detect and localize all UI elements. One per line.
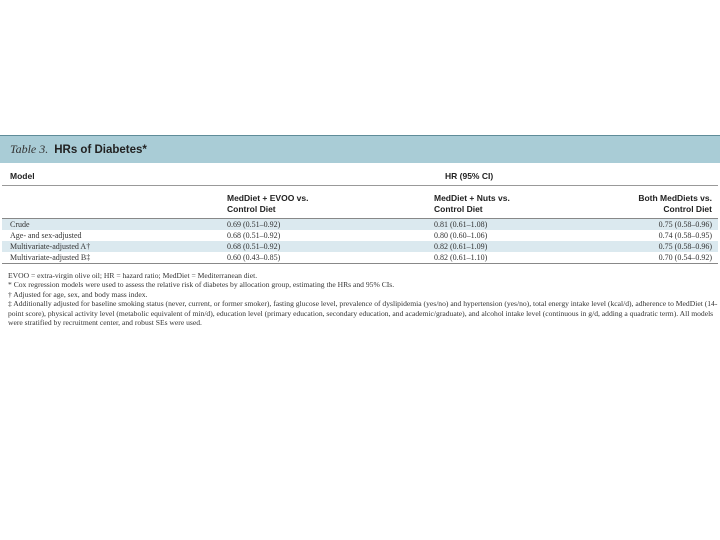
row-value-evoo: 0.60 (0.43–0.85) [227, 253, 281, 262]
column-header-both [638, 193, 712, 215]
table-title: HRs of Diabetes* [54, 143, 147, 156]
table-title-bar [0, 135, 720, 163]
row-value-evoo: 0.69 (0.51–0.92) [227, 220, 281, 229]
table-row [2, 252, 718, 263]
footnote-abbreviations: EVOO = extra-virgin olive oil; HR = hazard ratio; MedDiet = Mediterranean diet. [8, 271, 258, 280]
row-value-evoo: 0.68 (0.51–0.92) [227, 231, 281, 240]
table-row [2, 230, 718, 241]
row-value-both: 0.74 (0.58–0.95) [658, 231, 712, 240]
table-row [2, 241, 718, 252]
column-header-line: Control Diet [434, 204, 483, 214]
row-model: Crude [10, 220, 30, 229]
row-value-nuts: 0.82 (0.61–1.09) [434, 242, 488, 251]
row-value-both: 0.75 (0.58–0.96) [658, 220, 712, 229]
row-model: Multivariate-adjusted B‡ [10, 253, 91, 262]
column-header-line: MedDiet + Nuts vs. [434, 193, 510, 203]
row-value-both: 0.70 (0.54–0.92) [658, 253, 712, 262]
column-header-line: Control Diet [227, 204, 276, 214]
row-value-both: 0.75 (0.58–0.96) [658, 242, 712, 251]
table-row [2, 219, 718, 230]
column-header-line: Control Diet [663, 204, 712, 214]
table-body [2, 219, 718, 264]
row-value-evoo: 0.68 (0.51–0.92) [227, 242, 281, 251]
row-value-nuts: 0.81 (0.61–1.08) [434, 220, 488, 229]
footnote-star: * Cox regression models were used to assess the relative risk of diabetes by allocation group, estimating the HRs and 95% CIs. [8, 280, 395, 290]
row-model: Multivariate-adjusted A† [10, 242, 91, 251]
row-value-nuts: 0.80 (0.60–1.06) [434, 231, 488, 240]
table-header-row [2, 163, 718, 186]
footnote-dagger: † Adjusted for age, sex, and body mass index. [8, 289, 148, 299]
table-subheader-row [2, 186, 718, 219]
row-value-nuts: 0.82 (0.61–1.10) [434, 253, 488, 262]
data-table [0, 135, 720, 327]
column-header-nuts [434, 193, 510, 215]
column-header-line: Both MedDiets vs. [638, 193, 712, 203]
table-label: Table 3. [10, 142, 49, 156]
footnote-double-dagger: ‡ Additionally adjusted for baseline smoking status (never, current, or former smoker), fasting glucose level, prevalence of dyslipidemia (yes/no) and hypertension (yes/no), total energy intake level (kcal/d), adherence to MedDiet (14-point score), physical activity level (metabolic equivalent of min/d), education level (primary education, secondary education, and academic/graduate), and alcohol intake level (continuous in g/d, adding a quadratic term). All models were stratified by recruitment center, and robust SEs were used. [8, 299, 718, 328]
column-header-evoo [227, 193, 309, 215]
header-hr: HR (95% CI) [445, 171, 494, 181]
header-model: Model [10, 171, 35, 181]
table-footnotes [8, 271, 718, 327]
row-model: Age- and sex-adjusted [10, 231, 82, 240]
column-header-line: MedDiet + EVOO vs. [227, 193, 309, 203]
